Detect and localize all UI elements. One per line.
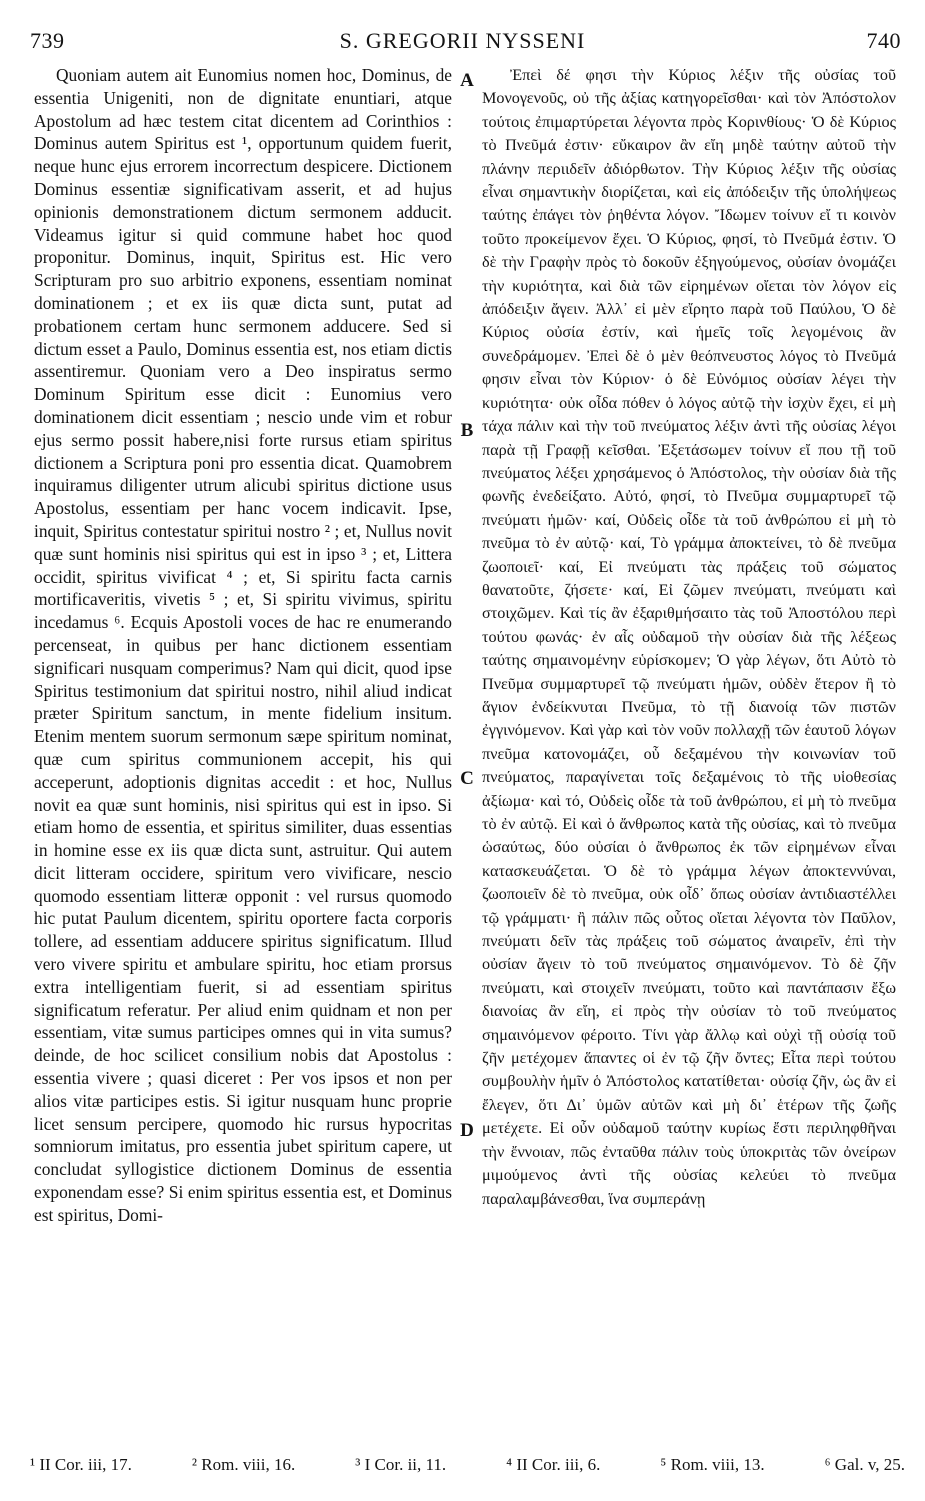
footnote-4: ⁴ II Cor. iii, 6. (506, 1455, 601, 1474)
margin-marker-b: B (460, 420, 474, 441)
latin-text: Quoniam autem ait Eunomius nomen hoc, Dominus, de essentia Unigeniti, non de dignitate enuntiari, atque Apostolum ad hæc testem citat dicentem ad Corinthios : Dominus autem Spiritus est ¹, opportunum quidem fuerit, neque hunc ejus errorem incorrectum despicere. Dictionem Dominus essentiæ significativam asserit, et ad hujus opinionis demonstrationem dictum sermonem adducit. Videamus igitur si quid commune habet hoc quod proponitur. Dominus, inquit, Spiritus est. Hic vero Scripturam pro suo arbitrio exponens, essentiam nominat dominationem ; et ex iis quæ dicta sunt, putat ad probationem certam hunc sermonem adducere. Sed si dictum esset a Paulo, Dominus essentia est, nos etiam dictis assentiremur. Quoniam vero a Deo inspiratus sermo Dominum Spiritum esse dicit : Eunomius vero dominationem dicit essentiam ; nescio unde vim et robur ejus sermo possit habere,nisi forte rursus etiam spiritus dictionem a Scriptura poni pro essentia dicat. Quamobrem inquiramus diligenter utrum alicubi spiritus dictione usus Apostolus, essentiam per hanc vocem indicavit. Ipse, inquit, Spiritus contestatur spiritui nostro ² ; et, Nullus novit quæ sunt hominis nisi spiritus qui est in ipso ³ ; et, Littera occidit, spiritus vivificat ⁴ ; et, Si spiritu facta carnis mortificaveritis, vivetis ⁵ ; et, Si spiritu vivimus, spiritu incedamus ⁶. Ecquis Apostoli voces de hac re enumerando percenseat, in quibus per hanc dictionem essentiam significari nusquam comperimus? Nam qui dicit, quod ipse Spiritus testimonium dat spiritui nostro, nihil aliud indicat præter Spiritum sanctum, in mente fidelium insitum. Etenim mentem suorum sermonum sæpe spiritum nominat, quæ cum spiritus communionem accepit, his qui acceperunt, adoptionis dignitas accedit : et hoc, Nullus novit ea quæ sunt hominis, nisi spiritus qui est in ipso. Si etiam homo de essentia, et spiritus similiter, duas essentias in homine esse ex iis quæ dicta sunt, astruitur. Qui autem dicit litteram occidere, spiritum vero vivificare, nescio quomodo essentiam litteræ opponit : vel rursus quomodo hic putat Paulum dicentem, spiritu oportere facta corporis tollere, ad essentiam adducere spiritus significatum. Illud vero vivere spiritu et ambulare spiritu, hoc etiam prorsus extra intelligentiam fuerit, si ad essentiam spiritus significatum referatur. Per aliud enim quidnam et non per essentiam, vitæ sumus participes omnes qui in vita sumus? deinde, de hoc scilicet consilium nobis dat Apostolus : essentia vivere ; quasi diceret : Per vos ipsos et non per alios vitæ participes estis. Si igitur nusquam hunc proprie licet sensum percipere, quomodo hic rursus hypocritas somniorum imitatus, pro essentia jubet spiritum capere, ut concludat syllogistice dictionem Dominus de essentia exponendam esse? Si enim spiritus essentia est, et Dominus est spiritus, Domi- (34, 65, 452, 1225)
page-header (0, 28, 925, 58)
greek-column (482, 64, 896, 1424)
margin-marker-a: A (460, 70, 474, 91)
margin-marker-c: C (460, 768, 474, 789)
footnote-1: ¹ II Cor. iii, 17. (30, 1455, 132, 1474)
footnotes (30, 1455, 905, 1483)
footnote-6: ⁶ Gal. v, 25. (824, 1455, 905, 1474)
footnote-5: ⁵ Rom. viii, 13. (660, 1455, 765, 1474)
margin-marker-d: D (460, 1120, 474, 1141)
running-title: S. GREGORII NYSSENI (339, 28, 586, 53)
greek-text: Ἐπεὶ δέ φησι τὴν Κύριος λέξιν τῆς οὐσίας τοῦ Μονογενοῦς, οὐ τῆς ἀξίας κατηγορεῖσθαι· καὶ τὸν Ἀπόστολον τούτοις ἐπιμαρτύρεται λέγοντα πρὸς Κορινθίους· Ὁ δὲ Κύριος τὸ Πνεῦμά ἐστιν· εὔκαιρον ἂν εἴη μηδὲ ταύτην αὐτοῦ τὴν πλάνην περιιδεῖν ἀδιόρθωτον. Τὴν Κύριος λέξιν τῆς οὐσίας εἶναι σημαντικὴν διορίζεται, καὶ εἰς ἀπόδειξιν τῆς ὑπολήψεως ταύτης ἐπάγει τὸν ῥηθέντα λόγον. Ἴδωμεν τοίνυν εἴ τι κοινὸν τοῦτο προκείμενον ἔχει. Ὁ Κύριος, φησί, τὸ Πνεῦμά ἐστιν. Ὁ δὲ τὴν Γραφὴν πρὸς τὸ δοκοῦν ἐξηγούμενος, οὐσίαν ὀνομάζει τὴν κυριότητα, καὶ διὰ τῶν εἰρημένων οἴεται τὸν λόγον εἰς ἀπόδειξιν ἄγειν. Ἀλλ᾽ εἰ μὲν εἴρητο παρὰ τοῦ Παύλου, Ὁ δὲ Κύριος οὐσία ἐστίν, καὶ ἡμεῖς τοῖς λεγομένοις ἂν συνεδράμομεν. Ἐπεὶ δὲ ὁ μὲν θεόπνευστος λόγος τὸ Πνεῦμά φησιν εἶναι τὸν Κύριον· ὁ δὲ Εὐνόμιος οὐσίαν λέγει τὴν κυριότητα· οὐκ οἶδα πόθεν ὁ λόγος αὐτῷ τὴν ἰσχὺν ἔχει, εἰ μὴ τάχα πάλιν καὶ τὴν τοῦ πνεύματος λέξιν ἀντὶ τῆς οὐσίας λέγοι παρὰ τῇ Γραφῇ κεῖσθαι. Ἐξετάσωμεν τοίνυν εἴ που τῇ τοῦ πνεύματος λέξει χρησάμενος ὁ Ἀπόστολος, τὴν οὐσίαν διὰ τῆς φωνῆς ἐνεδείξατο. Αὐτό, φησί, τὸ Πνεῦμα συμμαρτυρεῖ τῷ πνεύματι ἡμῶν· καί, Οὐδεὶς οἶδε τὰ τοῦ ἀνθρώπου εἰ μὴ τὸ πνεῦμα τὸ ἐν αὐτῷ· καί, Τὸ γράμμα ἀποκτείνει, τὸ δὲ πνεῦμα ζωοποιεῖ· καί, Εἰ πνεύματι τὰς πράξεις τοῦ σώματος θανατοῦτε, ζήσετε· καί, Εἰ ζῶμεν πνεύματι, πνεύματι καὶ στοιχῶμεν. Καὶ τίς ἂν ἐξαριθμήσαιτο τὰς τοῦ Ἀποστόλου περὶ τούτου φωνάς· ἐν αἷς οὐδαμοῦ τὴν οὐσίαν διὰ τῆς λέξεως ταύτης σημαινομένην εὑρίσκομεν; Ὁ γὰρ λέγων, ὅτι Αὐτὸ τὸ Πνεῦμα συμμαρτυρεῖ τῷ πνεύματι ἡμῶν, οὐδὲν ἕτερον ἢ τὸ ἅγιον ἐνδείκνυται Πνεῦμα, τὸ τῇ διανοίᾳ τῶν πιστῶν ἐγγινόμενον. Καὶ γὰρ καὶ τὸν νοῦν πολλαχῇ τῶν ἑαυτοῦ λόγων πνεῦμα κατονομάζει, οὗ δεξαμένου τὴν κοινωνίαν τοῦ πνεύματος, παραγίνεται τοῖς δεξαμένοις τὸ τῆς υἱοθεσίας ἀξίωμα· καὶ τό, Οὐδεὶς οἶδε τὰ τοῦ ἀνθρώπου, εἰ μὴ τὸ πνεῦμα τὸ ἐν αὐτῷ. Εἰ καὶ ὁ ἄνθρωπος κατὰ τῆς οὐσίας, καὶ τὸ πνεῦμα ὡσαύτως, δύο οὐσίαι ὁ ἄνθρωπος ἐκ τῶν εἰρημένων εἶναι κατασκευάζεται. Ὁ δὲ τὸ γράμμα λέγων ἀποκτεννύναι, ζωοποιεῖν δὲ τὸ πνεῦμα, οὐκ οἶδ᾽ ὅπως οὐσίαν ἀντιδιαστέλλει τῷ γράμματι· ἢ πάλιν πῶς οὗτος οἴεται λέγοντα τὸν Παῦλον, πνεύματι δεῖν τὰς πράξεις τοῦ σώματος ἀναιρεῖν, ἐπὶ τὴν οὐσίαν ἄγειν τὸ τοῦ πνεύματος σημαινόμενον. Τὸ δὲ ζῆν πνεύματι, καὶ στοιχεῖν πνεύματι, τοῦτο καὶ παντάπασιν ἔξω διανοίας ἂν εἴη, εἰ πρὸς τὴν οὐσίαν τὸ τοῦ πνεύματος σημαινόμενον φέροιτο. Τίνι γὰρ ἄλλῳ καὶ οὐχὶ τῇ οὐσίᾳ τοῦ ζῆν μετέχομεν ἅπαντες οἱ ἐν τῷ ζῆν ὄντες; Εἶτα περὶ τούτου συμβουλὴν ἡμῖν ὁ Ἀπόστολος κατατίθεται· οὐσίᾳ ζῆν, ὡς ἂν εἰ ἔλεγεν, ὅτι Δι᾽ ὑμῶν αὐτῶν καὶ μὴ δι᾽ ἑτέρων τῆς ζωῆς μετέχετε. Εἰ οὖν οὐδαμοῦ ταύτην κυρίως ἔστι περιληφθῆναι τὴν ἔννοιαν, πῶς ἐνταῦθα πάλιν τοὺς ὑποκριτὰς τῶν ὀνείρων μιμούμενος ἀντὶ τῆς οὐσίας κελεύει τὸ πνεῦμα παραλαμβάνεσθαι, ἵνα συμπεράνῃ (482, 66, 896, 1208)
footnote-2: ² Rom. viii, 16. (191, 1455, 296, 1474)
page-number-right: 740 (866, 28, 901, 53)
latin-column (34, 64, 452, 1424)
footnote-3: ³ I Cor. ii, 11. (355, 1455, 447, 1474)
page-number-left: 739 (30, 28, 65, 53)
